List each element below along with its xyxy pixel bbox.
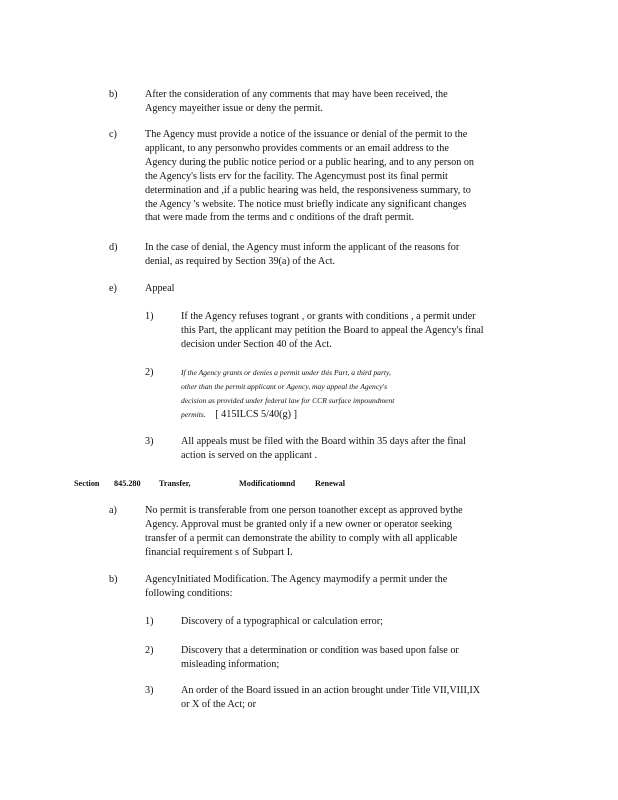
text-line: Agency mayeither issue or deny the permit. [145, 102, 323, 114]
paragraph-b [145, 88, 500, 116]
condition-2 [181, 644, 511, 672]
text-line: If the Agency refuses togrant , or grants with conditions , a permit under [181, 311, 476, 322]
text-line: Agency. Approval must be granted only if a new owner or operator seeking [145, 518, 452, 530]
text-line: action is served on the applicant . [181, 449, 318, 461]
text-line: The Agency must provide a notice of the issuance or denial of the permit to the [145, 129, 468, 140]
condition-1 [181, 615, 421, 629]
item-label: c) [109, 129, 117, 140]
section-title-part: Transfer, [159, 479, 191, 488]
item-label: b) [109, 574, 118, 585]
appeal-paragraph-2 [181, 366, 511, 422]
condition-label: 1) [145, 616, 154, 627]
text-line: In the case of denial, the Agency must inform the applicant of the reasons for [145, 242, 460, 253]
text-line: the Agency 's website. The notice must briefly indicate any significant changes [145, 198, 467, 210]
text-line: denial, as required by Section 39(a) of the Act. [145, 255, 336, 267]
text-line: Discovery that a determination or condition was based upon false or [181, 645, 459, 656]
item-label: a) [109, 505, 117, 516]
text-line: transfer of a permit can demonstrate the ability to comply with all applicable [145, 532, 458, 544]
text-line: or X of the Act; or [181, 698, 256, 710]
paragraph-d [145, 241, 520, 269]
text-line: that were made from the terms and c onditions of the draft permit. [145, 212, 415, 224]
condition-label: 2) [145, 645, 154, 656]
text-line: applicant, to any personwho provides comments or an email address to the [145, 142, 449, 154]
text-line: decision as provided under federal law for CCR surface impoundment [181, 395, 395, 405]
text-line: Agency during the public notice period or a public hearing, and to any person on [145, 156, 475, 168]
item-label: e) [109, 283, 117, 294]
text-line: decision under Section 40 of the Act. [181, 338, 332, 350]
section-word: Section [74, 479, 100, 488]
section-title-part: Modification [239, 479, 285, 488]
item-label: b) [109, 89, 118, 100]
paragraph-e [145, 282, 245, 296]
text-line: Discovery of a typographical or calculation error; [181, 616, 383, 627]
text-line: An order of the Board issued in an action brought under Title VII,VIII,IX [181, 685, 481, 696]
condition-3 [181, 684, 526, 712]
text-line: financial requirement s of Subpart I. [145, 546, 293, 558]
subitem-label: 3) [145, 436, 154, 447]
text-line: AgencyInitiated Modification. The Agency maymodify a permit under the [145, 574, 448, 585]
appeal-paragraph-1 [181, 310, 541, 352]
condition-label: 3) [145, 685, 154, 696]
text-line: misleading information; [181, 658, 280, 670]
text-line: other than the permit applicant or Agency, may appeal the Agency's [181, 381, 388, 391]
section-title-part: and [282, 479, 296, 488]
text-line: If the Agency grants or denies a permit under this Part, a third party, [181, 368, 391, 377]
text-line: following conditions: [145, 587, 233, 599]
citation: [ 415ILCS 5/40(g) ] [215, 408, 297, 420]
text-line-last [181, 408, 511, 422]
text-line: Appeal [145, 283, 175, 294]
text-line: All appeals must be filed with the Board within 35 days after the final [181, 436, 466, 447]
subitem-label: 2) [145, 367, 154, 378]
text-line: After the consideration of any comments that may have been received, the [145, 89, 448, 100]
section-title-part: Renewal [315, 479, 346, 488]
section-number: 845.280 [114, 479, 141, 488]
appeal-paragraph-3 [181, 435, 521, 463]
text-line: determination and ,if a public hearing was held, the responsiveness summary, to [145, 184, 471, 196]
modification-paragraph-b [145, 573, 510, 601]
text-line: this Part, the applicant may petition the Board to appeal the Agency's final [181, 324, 484, 336]
subitem-label: 1) [145, 311, 154, 322]
text-line: the Agency's lists erv for the facility. The Agencymust post its final permit [145, 170, 448, 182]
text-fragment: permits. [181, 409, 206, 419]
transfer-paragraph-a [145, 504, 510, 560]
paragraph-c [145, 128, 540, 225]
item-label: d) [109, 242, 118, 253]
text-line: No permit is transferable from one person toanother except as approved bythe [145, 505, 463, 516]
